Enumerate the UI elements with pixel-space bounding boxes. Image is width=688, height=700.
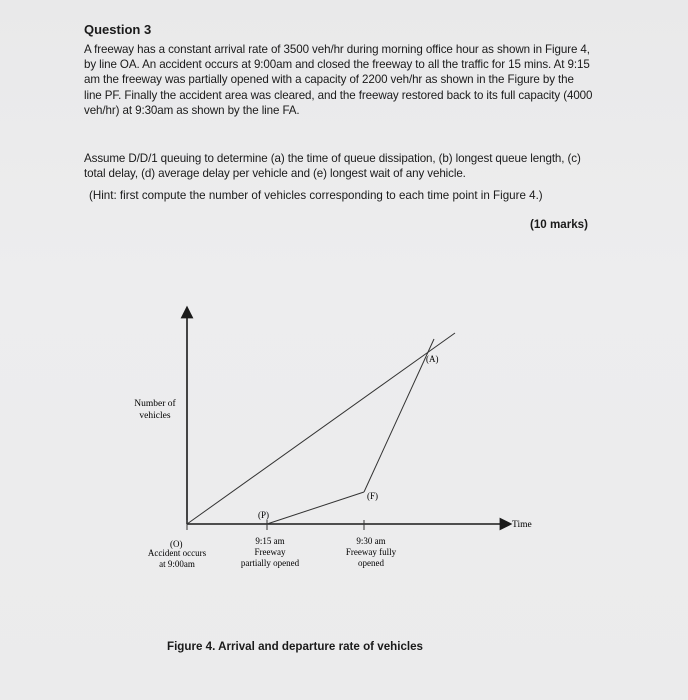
question-paragraph-2: Assume D/D/1 queuing to determine (a) the time of queue dissipation, (b) longest queue length, (c) total delay, (d) average delay per vehicle and (e) longest wait of any vehicle. (84, 152, 581, 181)
f-caption-1: 9:30 am (356, 536, 386, 546)
p-caption-1: 9:15 am (255, 536, 285, 546)
hint-text: (Hint: first compute the number of vehicles corresponding to each time point in Figure 4.) (89, 189, 543, 202)
figure-caption: Figure 4. Arrival and departure rate of vehicles (167, 640, 424, 653)
departure-line-FA (364, 339, 434, 492)
p-caption-3: partially opened (240, 558, 300, 568)
origin-caption-1: Accident occurs (147, 548, 207, 558)
point-F-label: (F) (367, 491, 378, 501)
point-A-label: (A) (426, 354, 439, 364)
marks-label: (10 marks) (529, 218, 588, 231)
f-caption-2: Freeway fully (345, 547, 397, 557)
y-axis-label-1: Number of (134, 399, 176, 409)
f-caption-3: opened (358, 558, 384, 568)
point-P-label: (P) (258, 510, 269, 520)
origin-caption-2: at 9:00am (159, 559, 195, 569)
y-axis-label-2: vehicles (139, 411, 171, 421)
departure-line-PF (267, 492, 364, 524)
p-caption-2: Freeway (254, 547, 286, 557)
x-axis-label: Time (512, 520, 532, 530)
arrival-line-OA (187, 333, 455, 524)
question-paragraph-1: A freeway has a constant arrival rate of 3500 veh/hr during morning office hour as shown in Figure 4, by line OA. An accident occurs at 9:00am and closed the freeway to all the traffic for 15 mins. At 9:15 am the freeway was partially opened with a capacity of 2200 veh/hr as shown in the Figure by the line PF. Finally the accident area was cleared, and the freeway restored back to its full capacity (4000 veh/hr) at 9:30am as shown by the line FA. (84, 43, 593, 117)
point-O-label: (O) (170, 539, 183, 549)
question-title: Question 3 (84, 22, 152, 37)
